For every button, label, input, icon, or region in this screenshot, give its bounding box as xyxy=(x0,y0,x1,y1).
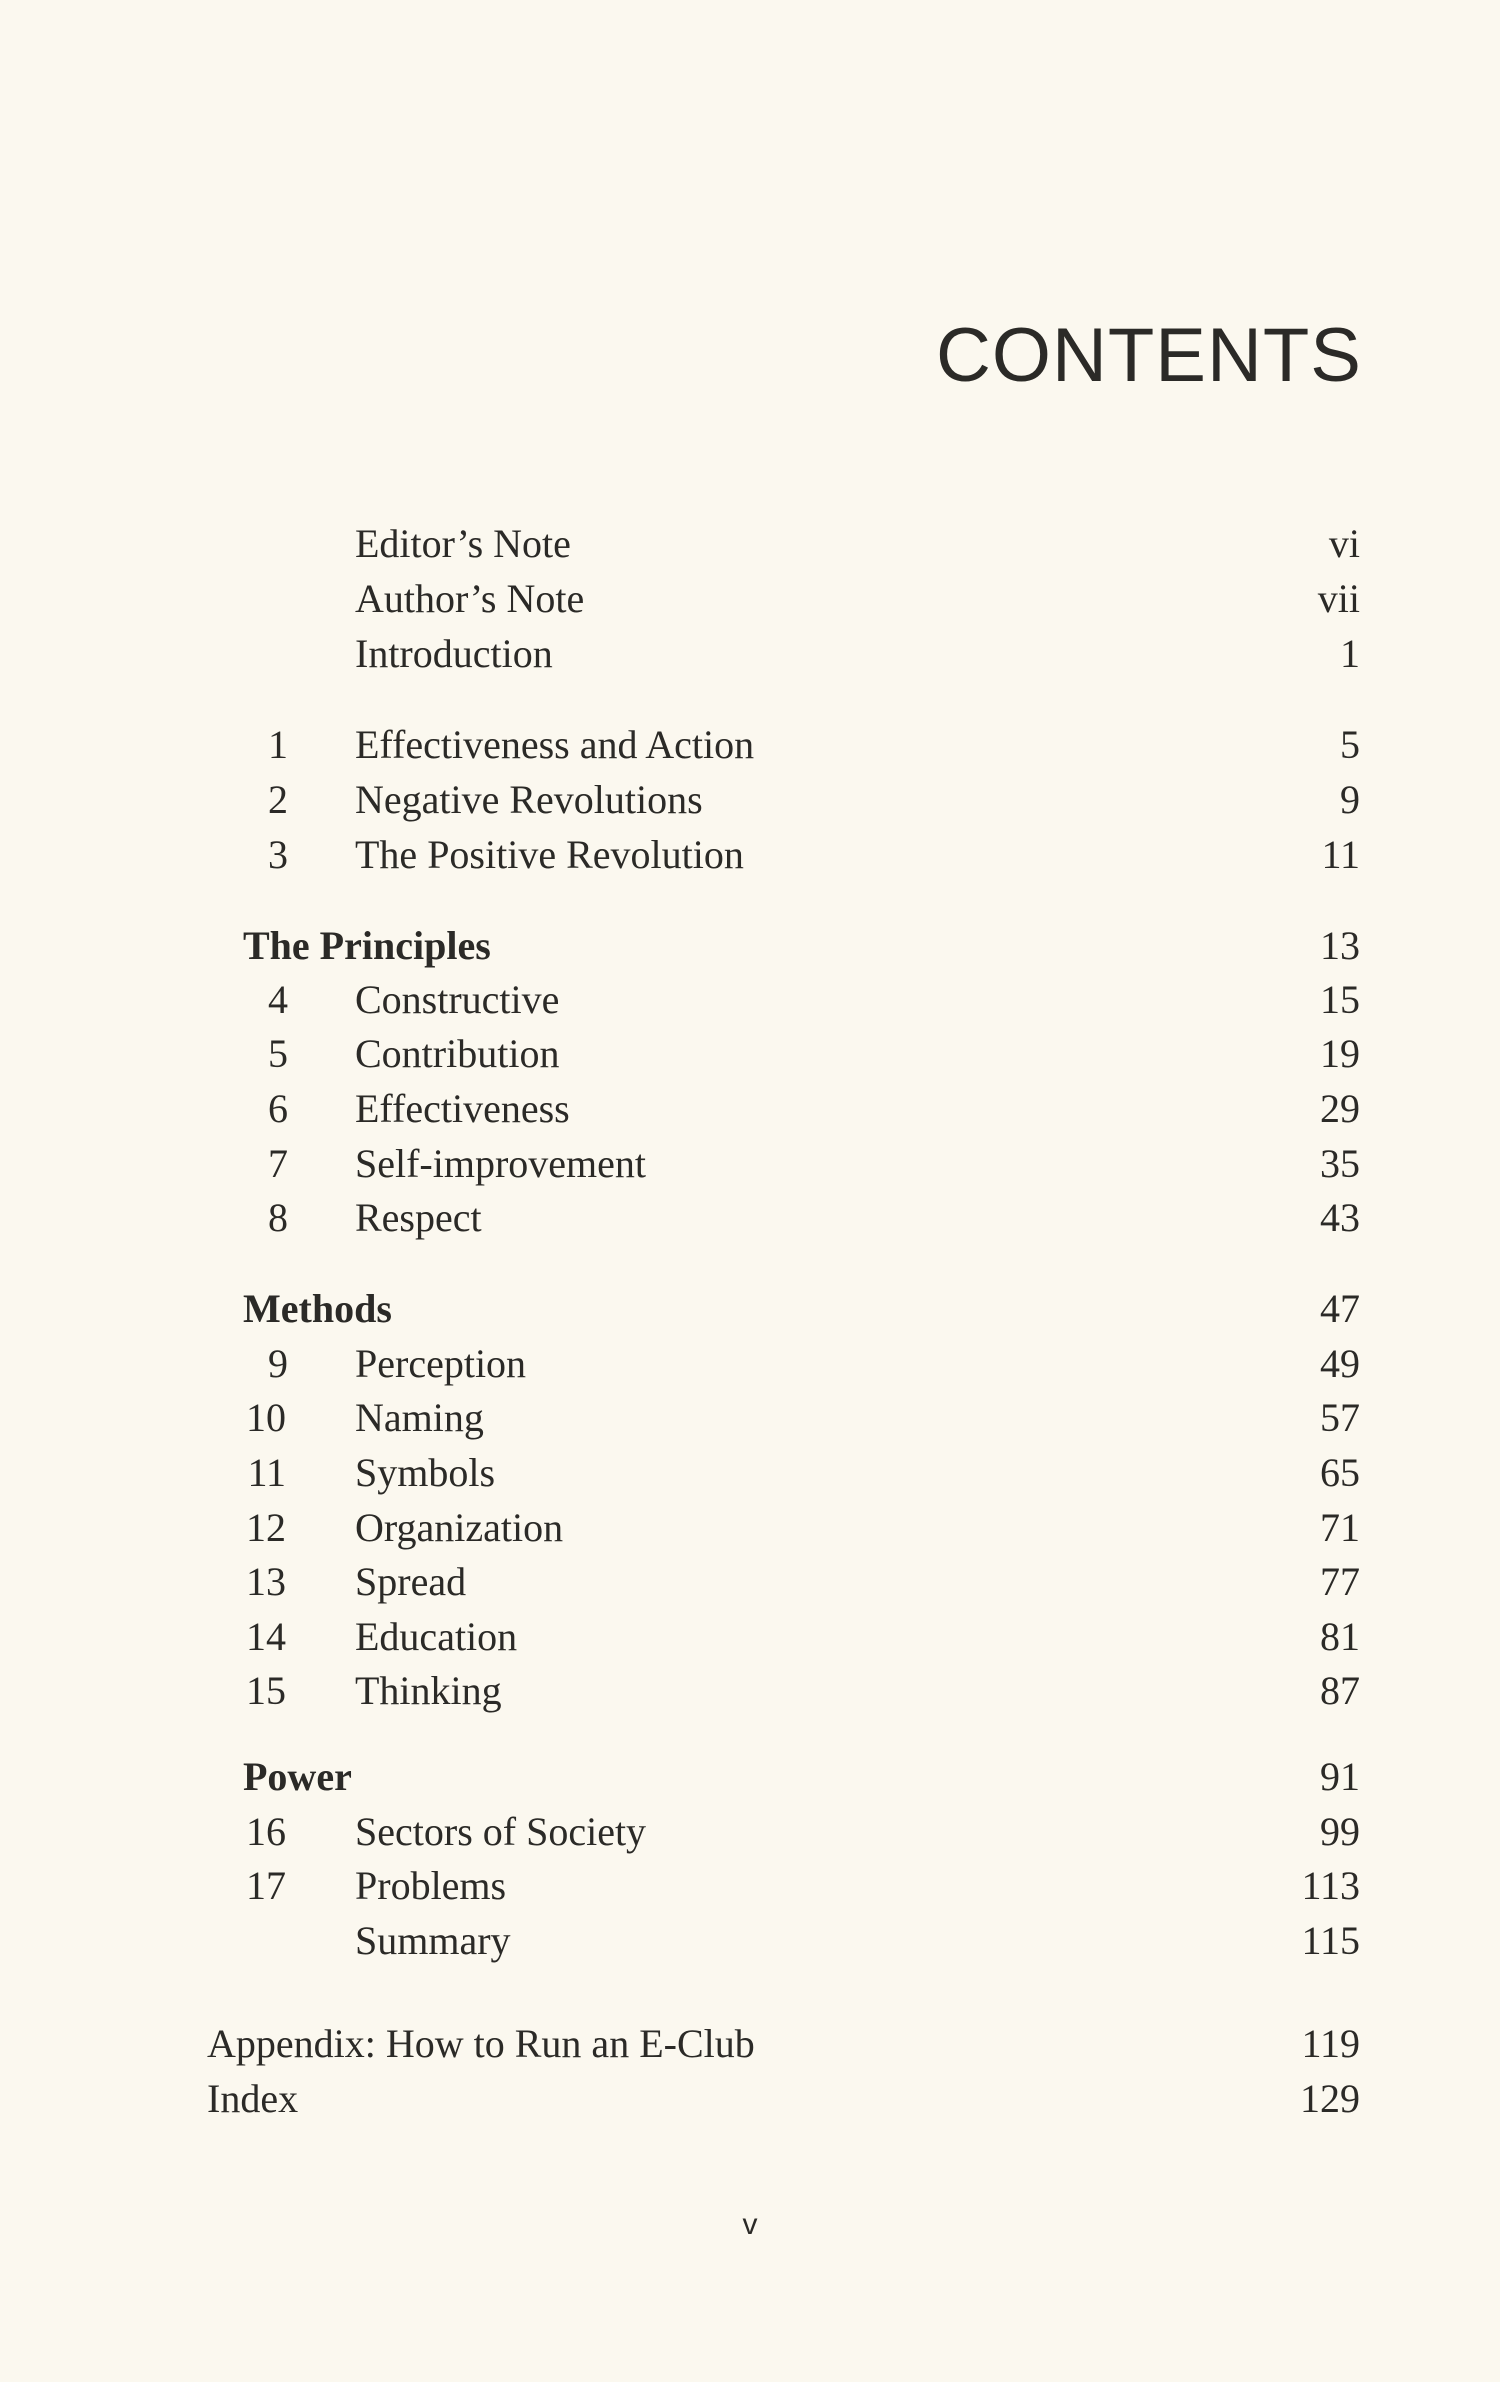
toc-part-principles xyxy=(0,918,1500,974)
toc-entry-page: 115 xyxy=(1301,1918,1360,1963)
chapter-number: 11 xyxy=(247,1450,286,1495)
chapter-number: 10 xyxy=(246,1395,286,1440)
chapter-number: 5 xyxy=(268,1031,288,1076)
toc-chapter-3 xyxy=(0,827,1500,883)
chapter-number: 1 xyxy=(268,722,288,767)
chapter-number: 13 xyxy=(246,1559,286,1604)
toc-entry-editors-note xyxy=(0,516,1500,572)
chapter-number: 6 xyxy=(268,1086,288,1131)
toc-entry-label: Summary xyxy=(355,1918,511,1963)
toc-entry-summary xyxy=(0,1913,1500,1969)
chapter-number: 15 xyxy=(246,1668,286,1713)
toc-entry-page: 119 xyxy=(1301,2021,1360,2066)
chapter-number: 2 xyxy=(268,777,288,822)
chapter-number: 8 xyxy=(268,1195,288,1240)
toc-entry-label: Constructive xyxy=(355,977,560,1022)
toc-chapter-17 xyxy=(0,1858,1500,1914)
toc-entry-page: 1 xyxy=(1340,631,1360,676)
toc-chapter-10 xyxy=(0,1390,1500,1446)
toc-entry-label: Naming xyxy=(355,1395,484,1440)
toc-entry-page: 5 xyxy=(1340,722,1360,767)
toc-entry-page: 15 xyxy=(1320,977,1360,1022)
page-title: CONTENTS xyxy=(936,313,1362,398)
toc-entry-label: Respect xyxy=(355,1195,482,1240)
page-folio: v xyxy=(742,2208,758,2241)
toc-chapter-1 xyxy=(0,717,1500,773)
toc-chapter-16 xyxy=(0,1804,1500,1860)
part-heading: The Principles xyxy=(243,923,491,968)
chapter-number: 17 xyxy=(246,1863,286,1908)
toc-entry-page: 47 xyxy=(1320,1286,1360,1331)
chapter-number: 12 xyxy=(246,1505,286,1550)
toc-chapter-8 xyxy=(0,1190,1500,1246)
toc-part-power xyxy=(0,1749,1500,1805)
chapter-number: 16 xyxy=(246,1809,286,1854)
toc-entry-page: 91 xyxy=(1320,1754,1360,1799)
toc-entry-page: 49 xyxy=(1320,1341,1360,1386)
toc-entry-introduction xyxy=(0,626,1500,682)
toc-entry-page: 113 xyxy=(1301,1863,1360,1908)
part-heading: Power xyxy=(243,1754,352,1799)
toc-entry-page: 65 xyxy=(1320,1450,1360,1495)
toc-entry-label: Index xyxy=(207,2076,299,2121)
toc-chapter-4 xyxy=(0,972,1500,1028)
chapter-number: 4 xyxy=(268,977,288,1022)
toc-entry-label: Self-improvement xyxy=(355,1141,647,1186)
toc-entry-label: Effectiveness xyxy=(355,1086,570,1131)
toc-entry-page: 77 xyxy=(1320,1559,1360,1604)
toc-entry-label: Spread xyxy=(355,1559,467,1604)
toc-entry-page: 29 xyxy=(1320,1086,1360,1131)
toc-entry-label: Effectiveness and Action xyxy=(355,722,755,767)
toc-entry-page: 87 xyxy=(1320,1668,1360,1713)
toc-entry-page: 13 xyxy=(1320,923,1360,968)
toc-entry-label: Introduction xyxy=(355,631,553,676)
toc-chapter-6 xyxy=(0,1081,1500,1137)
toc-entry-page: 9 xyxy=(1340,777,1360,822)
toc-entry-label: Appendix: How to Run an E-Club xyxy=(207,2021,755,2066)
toc-entry-page: 11 xyxy=(1321,832,1360,877)
toc-chapter-2 xyxy=(0,772,1500,828)
toc-part-methods xyxy=(0,1281,1500,1337)
toc-entry-label: Negative Revolutions xyxy=(355,777,703,822)
toc-entry-page: 81 xyxy=(1320,1614,1360,1659)
toc-chapter-14 xyxy=(0,1609,1500,1665)
toc-chapter-9 xyxy=(0,1336,1500,1392)
toc-entry-label: Organization xyxy=(355,1505,564,1550)
toc-entry-label: Editor’s Note xyxy=(355,521,571,566)
toc-chapter-5 xyxy=(0,1026,1500,1082)
chapter-number: 9 xyxy=(268,1341,288,1386)
toc-entry-page: 35 xyxy=(1320,1141,1360,1186)
toc-entry-index xyxy=(0,2071,1500,2127)
toc-chapter-13 xyxy=(0,1554,1500,1610)
toc-entry-page: 19 xyxy=(1320,1031,1360,1076)
toc-chapter-11 xyxy=(0,1445,1500,1501)
toc-chapter-12 xyxy=(0,1500,1500,1556)
toc-entry-page: 99 xyxy=(1320,1809,1360,1854)
toc-chapter-15 xyxy=(0,1663,1500,1719)
toc-entry-page: 43 xyxy=(1320,1195,1360,1240)
chapter-number: 14 xyxy=(246,1614,286,1659)
toc-entry-authors-note xyxy=(0,571,1500,627)
toc-entry-label: Education xyxy=(355,1614,518,1659)
toc-entry-label: Thinking xyxy=(355,1668,502,1713)
chapter-number: 3 xyxy=(268,832,288,877)
toc-entry-label: Author’s Note xyxy=(355,576,585,621)
toc-entry-page: vi xyxy=(1328,521,1360,566)
chapter-number: 7 xyxy=(268,1141,288,1186)
toc-entry-page: vii xyxy=(1317,576,1360,621)
part-heading: Methods xyxy=(243,1286,392,1331)
toc-entry-appendix xyxy=(0,2016,1500,2072)
toc-entry-label: The Positive Revolution xyxy=(355,832,744,877)
toc-entry-label: Symbols xyxy=(355,1450,496,1495)
toc-entry-label: Perception xyxy=(355,1341,527,1386)
toc-entry-label: Contribution xyxy=(355,1031,560,1076)
toc-entry-page: 129 xyxy=(1300,2076,1360,2121)
toc-entry-page: 57 xyxy=(1320,1395,1360,1440)
toc-chapter-7 xyxy=(0,1136,1500,1192)
toc-entry-label: Problems xyxy=(355,1863,507,1908)
toc-entry-label: Sectors of Society xyxy=(355,1809,647,1854)
toc-entry-page: 71 xyxy=(1320,1505,1360,1550)
